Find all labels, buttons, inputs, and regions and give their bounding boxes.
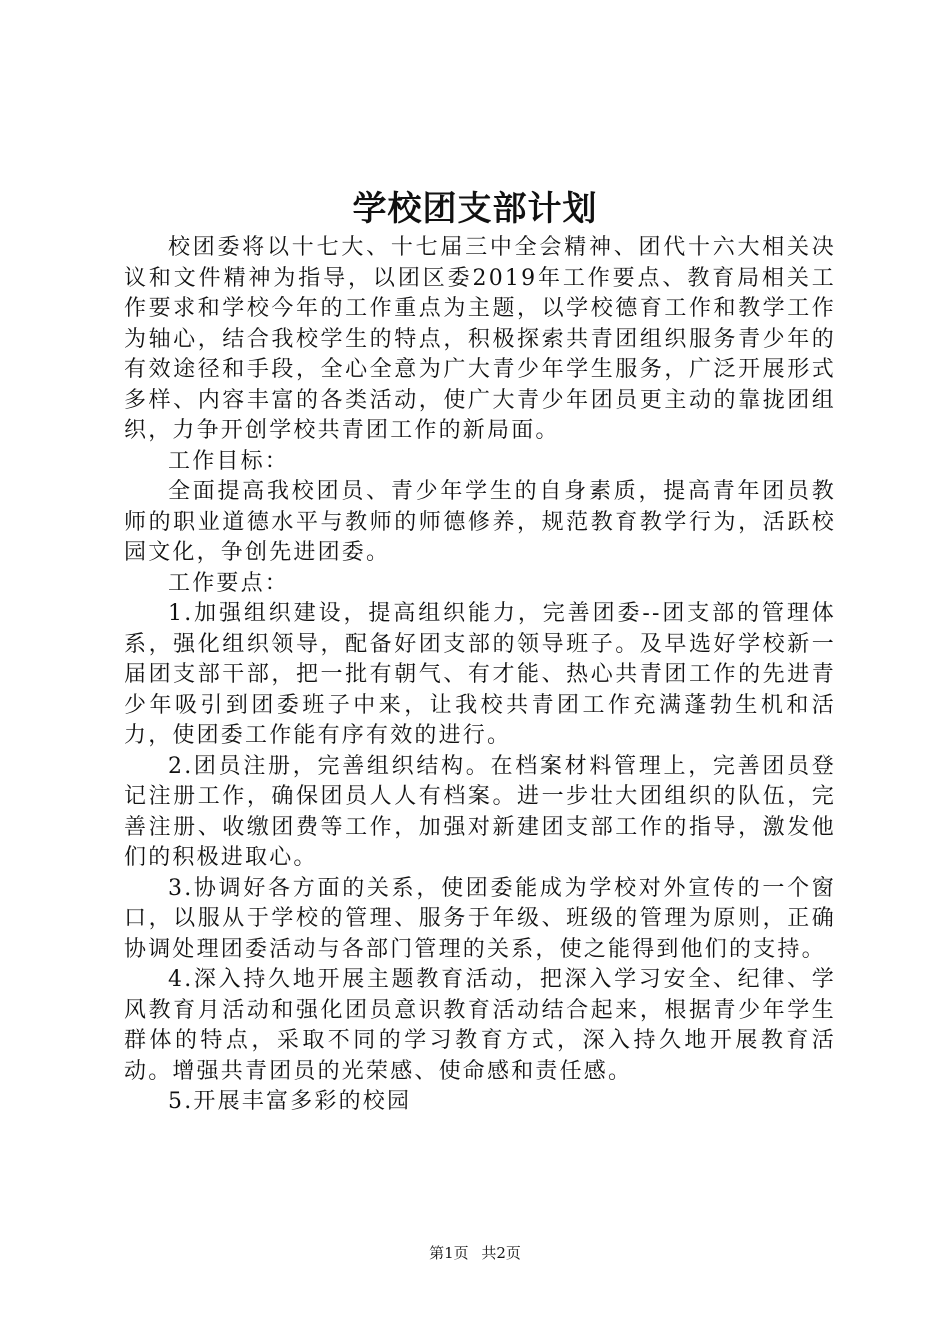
- paragraph-goals-heading: 工作目标：: [168, 448, 290, 474]
- paragraph-point-1: 1.加强组织建设，提高组织能力，完善团委--团支部的管理体系，强化组织领导，配备好团支部的领导班子。及早选好学校新一届团支部干部，把一批有朝气、有才能、热心共青团工作的先进青少年吸引到团委班子中来，让我校共青团工作充满蓬勃生机和活力，使团委工作能有序有效的进行。: [124, 601, 836, 748]
- document-title: 学校团支部计划: [352, 189, 598, 229]
- paragraph-point-2: 2.团员注册，完善组织结构。在档案材料管理上，完善团员登记注册工作，确保团员人人有档案。进一步壮大团组织的队伍，完善注册、收缴团费等工作，加强对新建团支部工作的指导，激发他们的积极进取心。: [124, 753, 836, 870]
- paragraph-point-3: 3.协调好各方面的关系，使团委能成为学校对外宣传的一个窗口，以服从于学校的管理、服务于年级、班级的管理为原则，正确协调处理团委活动与各部门管理的关系，使之能得到他们的支持。: [124, 875, 836, 962]
- page-number-current: 第1页: [429, 1244, 469, 1262]
- page-footer: [0, 1243, 950, 1263]
- paragraph-points-heading: 工作要点：: [168, 570, 290, 596]
- paragraph-point-5: 5.开展丰富多彩的校园: [168, 1089, 412, 1114]
- paragraph-intro: 校团委将以十七大、十七届三中全会精神、团代十六大相关决议和文件精神为指导，以团区委2019年工作要点、教育局相关工作要求和学校今年的工作重点为主题，以学校德育工作和教学工作为轴心，结合我校学生的特点，积极探索共青团组织服务青少年的有效途径和手段，全心全意为广大青少年学生服务，广泛开展形式多样、内容丰富的各类活动，使广大青少年团员更主动的靠拢团组织，力争开创学校共青团工作的新局面。: [124, 235, 836, 443]
- document-body: [124, 233, 836, 1118]
- paragraph-goals: 全面提高我校团员、青少年学生的自身素质，提高青年团员教师的职业道德水平与教师的师德修养，规范教育教学行为，活跃校园文化，争创先进团委。: [124, 479, 836, 565]
- paragraph-point-4: 4.深入持久地开展主题教育活动，把深入学习安全、纪律、学风教育月活动和强化团员意识教育活动结合起来，根据青少年学生群体的特点，采取不同的学习教育方式，深入持久地开展教育活动。增强共青团员的光荣感、使命感和责任感。: [124, 967, 836, 1084]
- page-number-total: 共2页: [481, 1244, 521, 1262]
